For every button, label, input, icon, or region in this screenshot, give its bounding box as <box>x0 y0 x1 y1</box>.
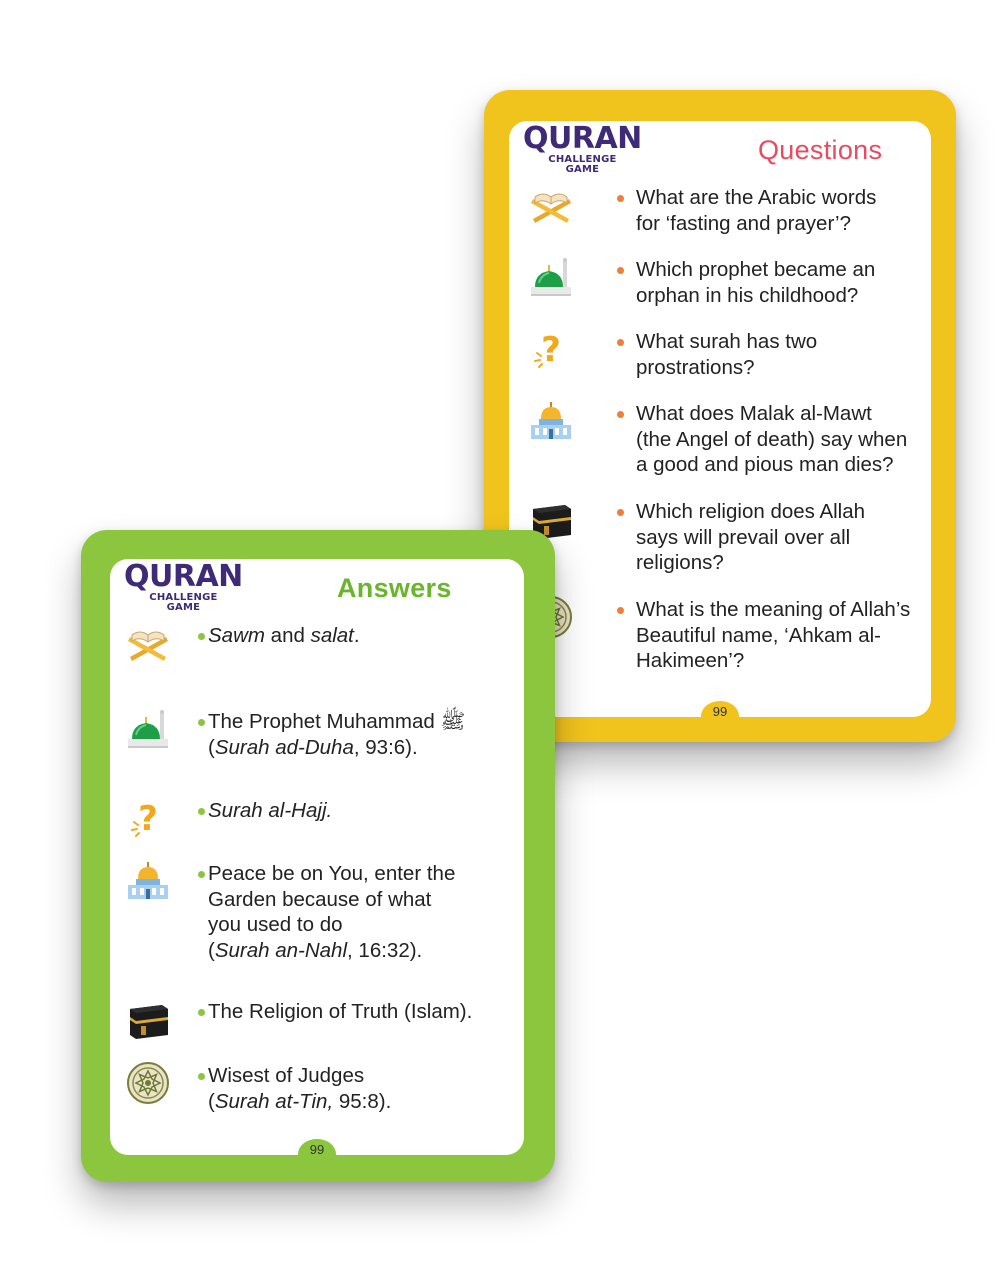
svg-text:?: ? <box>541 330 561 370</box>
islamic-pattern-icon <box>124 1059 172 1107</box>
question-text <box>636 329 931 380</box>
question-mark-icon <box>527 325 575 373</box>
text-line <box>208 735 513 761</box>
quran-stand-icon <box>527 181 575 229</box>
text-line <box>208 1063 513 1089</box>
questions-title: Questions <box>758 135 883 165</box>
text-line: Hakimeen’? <box>636 649 745 672</box>
mosque-green-dome-icon <box>527 253 575 301</box>
bullet-dot <box>198 719 205 726</box>
dome-of-rock-icon <box>527 397 575 445</box>
bullet-dot <box>617 267 624 274</box>
text-line: religions? <box>636 551 724 574</box>
text-line: prostrations? <box>636 355 755 379</box>
bullet-dot <box>617 607 624 614</box>
text-segment: Wisest of Judges <box>208 1064 365 1087</box>
svg-text:?: ? <box>138 799 158 839</box>
italic-segment: Sawm <box>208 624 265 647</box>
bullet-dot <box>198 871 205 878</box>
text-line <box>208 798 513 824</box>
questions-card-face <box>509 121 931 717</box>
text-line: a good and pious man dies? <box>636 453 894 476</box>
bullet-dot <box>198 633 205 640</box>
text-segment: , 93:6). <box>353 735 418 759</box>
question-text <box>636 597 931 674</box>
question-text <box>636 257 931 308</box>
kaaba-icon <box>124 995 172 1043</box>
italic-segment: salat <box>310 624 354 647</box>
text-segment: ( <box>208 1089 215 1113</box>
bullet-dot <box>617 411 624 418</box>
text-segment: and <box>264 624 311 647</box>
bullet-dot <box>617 339 624 346</box>
logo-line2: GAME <box>565 164 600 175</box>
answers-card <box>81 530 555 1182</box>
bullet-dot <box>617 509 624 516</box>
text-segment: Peace be on You, enter the <box>208 862 456 885</box>
mosque-green-dome-icon <box>124 705 172 753</box>
bullet-dot <box>198 1073 205 1080</box>
italic-segment: Surah an-Nahl <box>214 938 348 962</box>
logo-line2: GAME <box>166 602 201 613</box>
italic-segment: Surah al-Hajj. <box>208 799 333 822</box>
text-segment: 95:8). <box>333 1089 392 1113</box>
text-line <box>208 938 513 964</box>
text-line <box>208 623 513 649</box>
text-line <box>208 999 513 1025</box>
quran-stand-icon <box>124 619 172 667</box>
logo-main-text: QURAN <box>124 559 243 594</box>
answer-text <box>208 861 513 963</box>
page-number: 99 <box>701 701 739 717</box>
text-line: (the Angel of death) say when <box>636 427 908 451</box>
text-line <box>208 887 513 913</box>
answer-text <box>208 798 513 824</box>
text-line: What are the Arabic words <box>636 186 877 209</box>
question-mark-icon <box>124 794 172 842</box>
text-line: Which prophet became an <box>636 258 876 281</box>
answers-title: Answers <box>337 573 452 603</box>
bullet-dot <box>198 1009 205 1016</box>
text-segment: ( <box>208 735 215 759</box>
bullet-dot <box>617 195 624 202</box>
text-line: says will prevail over all <box>636 525 851 549</box>
text-line <box>208 1089 513 1115</box>
dome-of-rock-icon <box>124 857 172 905</box>
text-line: What is the meaning of Allah’s <box>636 598 911 621</box>
text-line: What does Malak al-Mawt <box>636 402 872 425</box>
text-segment: The Prophet Muhammad ﷺ <box>208 710 466 733</box>
text-line: Beautiful name, ‘Ahkam al- <box>636 623 881 647</box>
text-line: for ‘fasting and prayer’? <box>636 211 851 235</box>
italic-segment: Surah ad-Duha <box>214 735 354 759</box>
answer-text <box>208 623 513 649</box>
logo-main-text: QURAN <box>523 121 642 156</box>
text-line: What surah has two <box>636 330 818 353</box>
question-text <box>636 401 931 478</box>
text-line <box>208 709 513 735</box>
quran-challenge-logo <box>124 561 243 613</box>
answer-text <box>208 999 513 1025</box>
answer-text <box>208 1063 513 1114</box>
text-segment: ( <box>208 938 215 962</box>
text-segment: , 16:32). <box>347 938 423 962</box>
quran-challenge-logo <box>523 123 642 175</box>
text-segment: you used to do <box>208 913 343 936</box>
text-segment: The Religion of Truth (Islam). <box>208 1000 473 1023</box>
text-segment: Garden because of what <box>208 887 432 911</box>
answer-text <box>208 709 513 760</box>
text-line: Which religion does Allah <box>636 500 866 523</box>
text-line <box>208 912 513 938</box>
text-line <box>208 861 513 887</box>
question-text <box>636 185 931 236</box>
answers-card-face <box>110 559 524 1155</box>
italic-segment: Surah at-Tin, <box>214 1089 334 1113</box>
bullet-dot <box>198 808 205 815</box>
text-segment: . <box>353 624 360 647</box>
question-text <box>636 499 931 576</box>
logo-line1: CHALLENGE <box>548 154 617 165</box>
text-line: orphan in his childhood? <box>636 283 859 307</box>
logo-line1: CHALLENGE <box>149 592 218 603</box>
page-number: 99 <box>298 1139 336 1155</box>
